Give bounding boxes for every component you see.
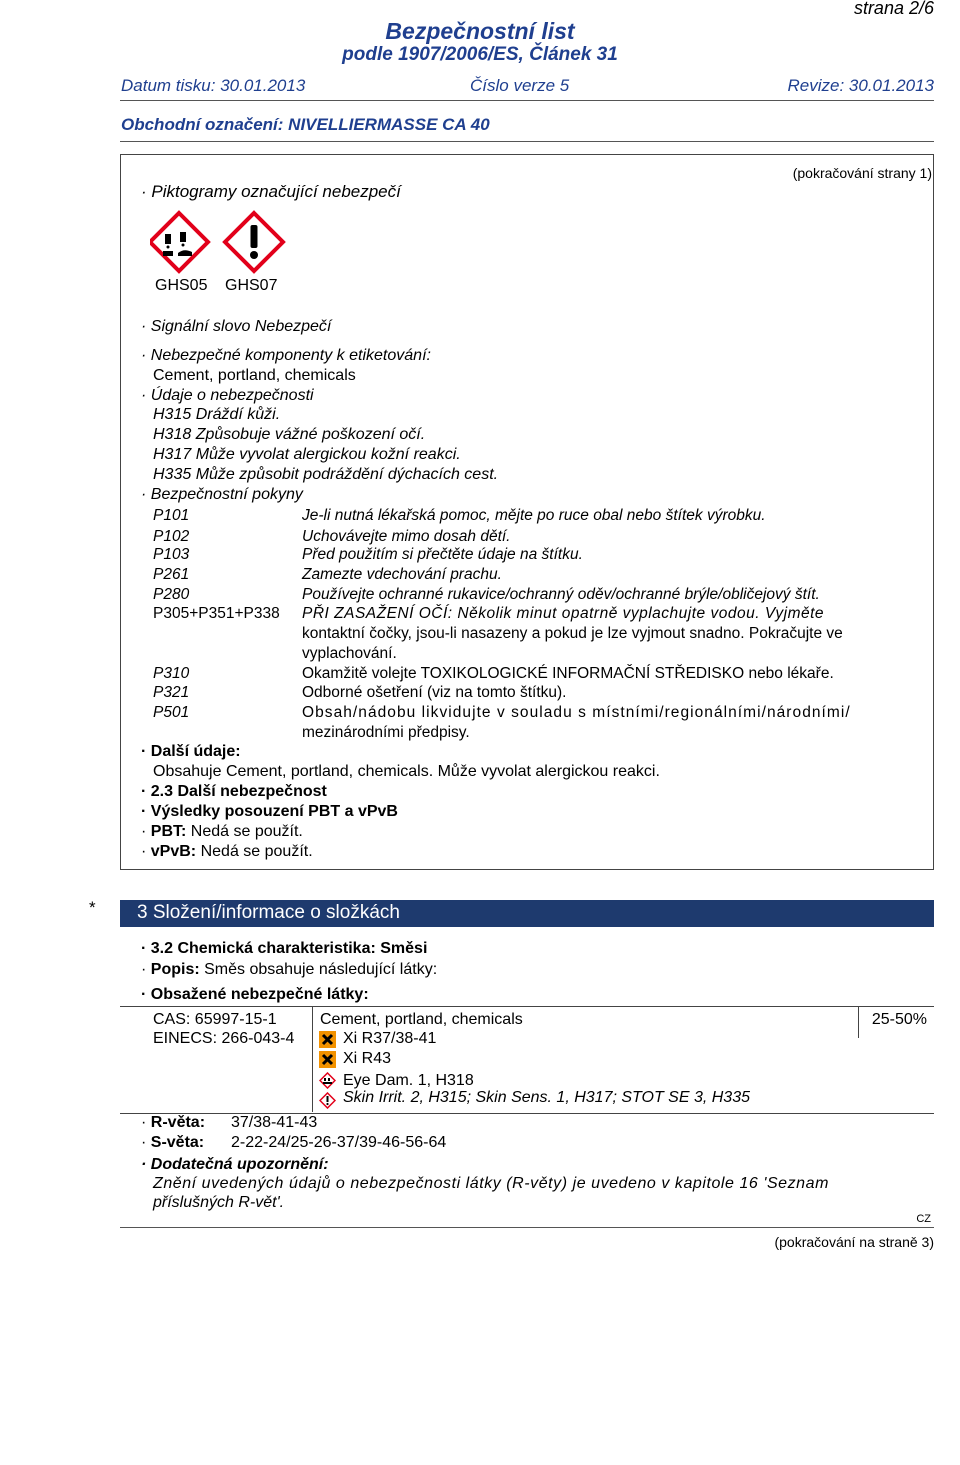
language-code: CZ [916, 1213, 931, 1225]
p-text: Před použitím si přečtěte údaje na štítku. [302, 546, 583, 563]
hazard-statement: H315 Dráždí kůži. [153, 406, 281, 423]
version-number: Číslo verze 5 [470, 76, 570, 95]
hazard-statement: H318 Způsobuje vážné poškození očí. [153, 426, 426, 443]
p-text: Je-li nutná lékařská pomoc, mějte po ruce obal nebo štítek výrobku. [302, 507, 766, 524]
signal-word-line: · Signální slovo Nebezpečí [141, 318, 332, 335]
p-code: P501 [153, 704, 190, 721]
trade-name: Obchodní označení: NIVELLIERMASSE CA 40 [121, 115, 490, 134]
pictogram-code-ghs05: GHS05 [155, 277, 208, 294]
hazard-components-value: Cement, portland, chemicals [153, 367, 356, 384]
table-divider [312, 1006, 313, 1112]
pictogram-code-ghs07: GHS07 [225, 277, 278, 294]
section-3-title: 3 Složení/informace o složkách [137, 902, 400, 923]
pbt-heading: · Výsledky posouzení PBT a vPvB [141, 803, 398, 821]
cas-number: CAS: 65997-15-1 [153, 1011, 277, 1028]
hazard-statement: H317 Může vyvolat alergickou kožní reakci. [153, 446, 461, 463]
classification-text: Xi R43 [343, 1050, 392, 1067]
trade-divider [120, 141, 934, 142]
xi-harmful-icon [319, 1031, 336, 1048]
p-code: P103 [153, 546, 190, 563]
vpvb-line: · vPvB: Nedá se použít. [141, 843, 313, 860]
description-line: · Popis: Směs obsahuje následující látky: [141, 961, 438, 978]
s-phrases-value: 2-22-24/25-26-37/39-46-56-64 [231, 1134, 447, 1151]
signal-word-value: Nebezpečí [254, 318, 332, 335]
p-code: P310 [153, 665, 190, 682]
p-text: Odborné ošetření (viz na tomto štítku). [302, 684, 567, 701]
r-phrases-label: R-věta: [150, 1114, 206, 1131]
document-title: Bezpečnostní list [385, 18, 575, 44]
p-text-cont: mezinárodními předpisy. [302, 724, 470, 741]
xi-harmful-icon [319, 1051, 336, 1068]
pictograms-heading: · Piktogramy označující nebezpečí [141, 182, 401, 202]
p-code: P101 [153, 507, 190, 524]
p-text-cont: vyplachování. [302, 645, 397, 662]
vpvb-value: Nedá se použít. [200, 843, 313, 860]
additional-info-label: · Další údaje: [141, 743, 241, 761]
chemical-characteristic: · 3.2 Chemická charakteristika: Směsi [141, 940, 427, 958]
print-date: Datum tisku: 30.01.2013 [121, 76, 306, 95]
corrosion-icon [150, 213, 208, 271]
page-number: strana 2/6 [853, 0, 934, 18]
classification-text: Eye Dam. 1, H318 [343, 1072, 474, 1089]
additional-notes-text: Znění uvedených údajů o nebezpečnosti látky (R-věty) je uvedeno v kapitole 16 'Seznam [153, 1175, 829, 1192]
precautionary-label: · Bezpečnostní pokyny [141, 486, 303, 504]
signal-word-label: Signální slovo [150, 318, 251, 335]
additional-info-value: Obsahuje Cement, portland, chemicals. Může vyvolat alergickou reakci. [153, 763, 660, 780]
classification-text: Skin Irrit. 2, H315; Skin Sens. 1, H317; STOT SE 3, H335 [343, 1089, 750, 1106]
p-text: Používejte ochranné rukavice/ochranný oděv/ochranné brýle/obličejový štít. [302, 586, 820, 603]
p-text: Uchovávejte mimo dosah dětí. [302, 528, 511, 545]
hazard-components-label: · Nebezpečné komponenty k etiketování: [141, 347, 431, 365]
revision-date: Revize: 30.01.2013 [787, 76, 934, 95]
continuation-from: (pokračování strany 1) [792, 165, 932, 181]
hazard-statement: H335 Může způsobit podráždění dýchacích cest. [153, 466, 499, 483]
description-label: Popis: [150, 961, 200, 978]
p-code: P261 [153, 566, 190, 583]
hazard-statements-label: · Údaje o nebezpečnosti [141, 387, 314, 405]
footer-divider [120, 1227, 934, 1228]
other-hazards-heading: · 2.3 Další nebezpečnost [141, 783, 327, 801]
p-code: P305+P351+P338 [153, 605, 280, 622]
pbt-value: Nedá se použít. [190, 823, 303, 840]
p-text: Obsah/nádobu likvidujte v souladu s místními/regionálními/národními/ [302, 704, 851, 721]
p-code: P321 [153, 684, 190, 701]
pictogram-row [150, 210, 290, 278]
header-divider [120, 100, 934, 101]
classification-text: Xi R37/38-41 [343, 1030, 437, 1047]
continuation-next: (pokračování na straně 3) [774, 1234, 934, 1250]
exclamation-small-icon [319, 1092, 336, 1109]
p-code: P280 [153, 586, 190, 603]
exclamation-icon [225, 213, 283, 271]
p-code: P102 [153, 528, 190, 545]
s-phrases-line: · S-věta: [141, 1134, 205, 1151]
r-phrases-line: · R-věta: [141, 1114, 206, 1131]
document-subtitle: podle 1907/2006/ES, Článek 31 [342, 44, 618, 65]
einecs-number: EINECS: 266-043-4 [153, 1030, 295, 1047]
table-divider [858, 1006, 859, 1038]
p-text: Okamžitě volejte TOXIKOLOGICKÉ INFORMAČNÍ STŘEDISKO nebo lékaře. [302, 665, 834, 682]
pbt-label: PBT: [150, 823, 187, 840]
additional-notes-label: · Dodatečná upozornění: [141, 1156, 329, 1174]
description-value: Směs obsahuje následující látky: [204, 961, 438, 978]
vpvb-label: vPvB: [150, 843, 197, 860]
s-phrases-label: S-věta: [150, 1134, 205, 1151]
p-text: PŘI ZASAŽENÍ OČÍ: Několik minut opatrně vyplachujte vodou. Vyjměte [302, 605, 825, 622]
p-text: Zamezte vdechování prachu. [302, 566, 502, 583]
substance-percent: 25-50% [871, 1011, 927, 1028]
corrosion-small-icon [319, 1072, 336, 1089]
p-text-cont: kontaktní čočky, jsou-li nasazeny a pokud je lze vyjmout snadno. Pokračujte ve [302, 625, 843, 642]
change-marker: * [89, 898, 96, 917]
additional-notes-text: příslušných R-vět'. [153, 1194, 285, 1211]
pbt-line: · PBT: Nedá se použít. [141, 823, 303, 840]
hazardous-substances-label: · Obsažené nebezpečné látky: [141, 986, 369, 1004]
substance-name: Cement, portland, chemicals [320, 1011, 523, 1028]
r-phrases-value: 37/38-41-43 [231, 1114, 318, 1131]
